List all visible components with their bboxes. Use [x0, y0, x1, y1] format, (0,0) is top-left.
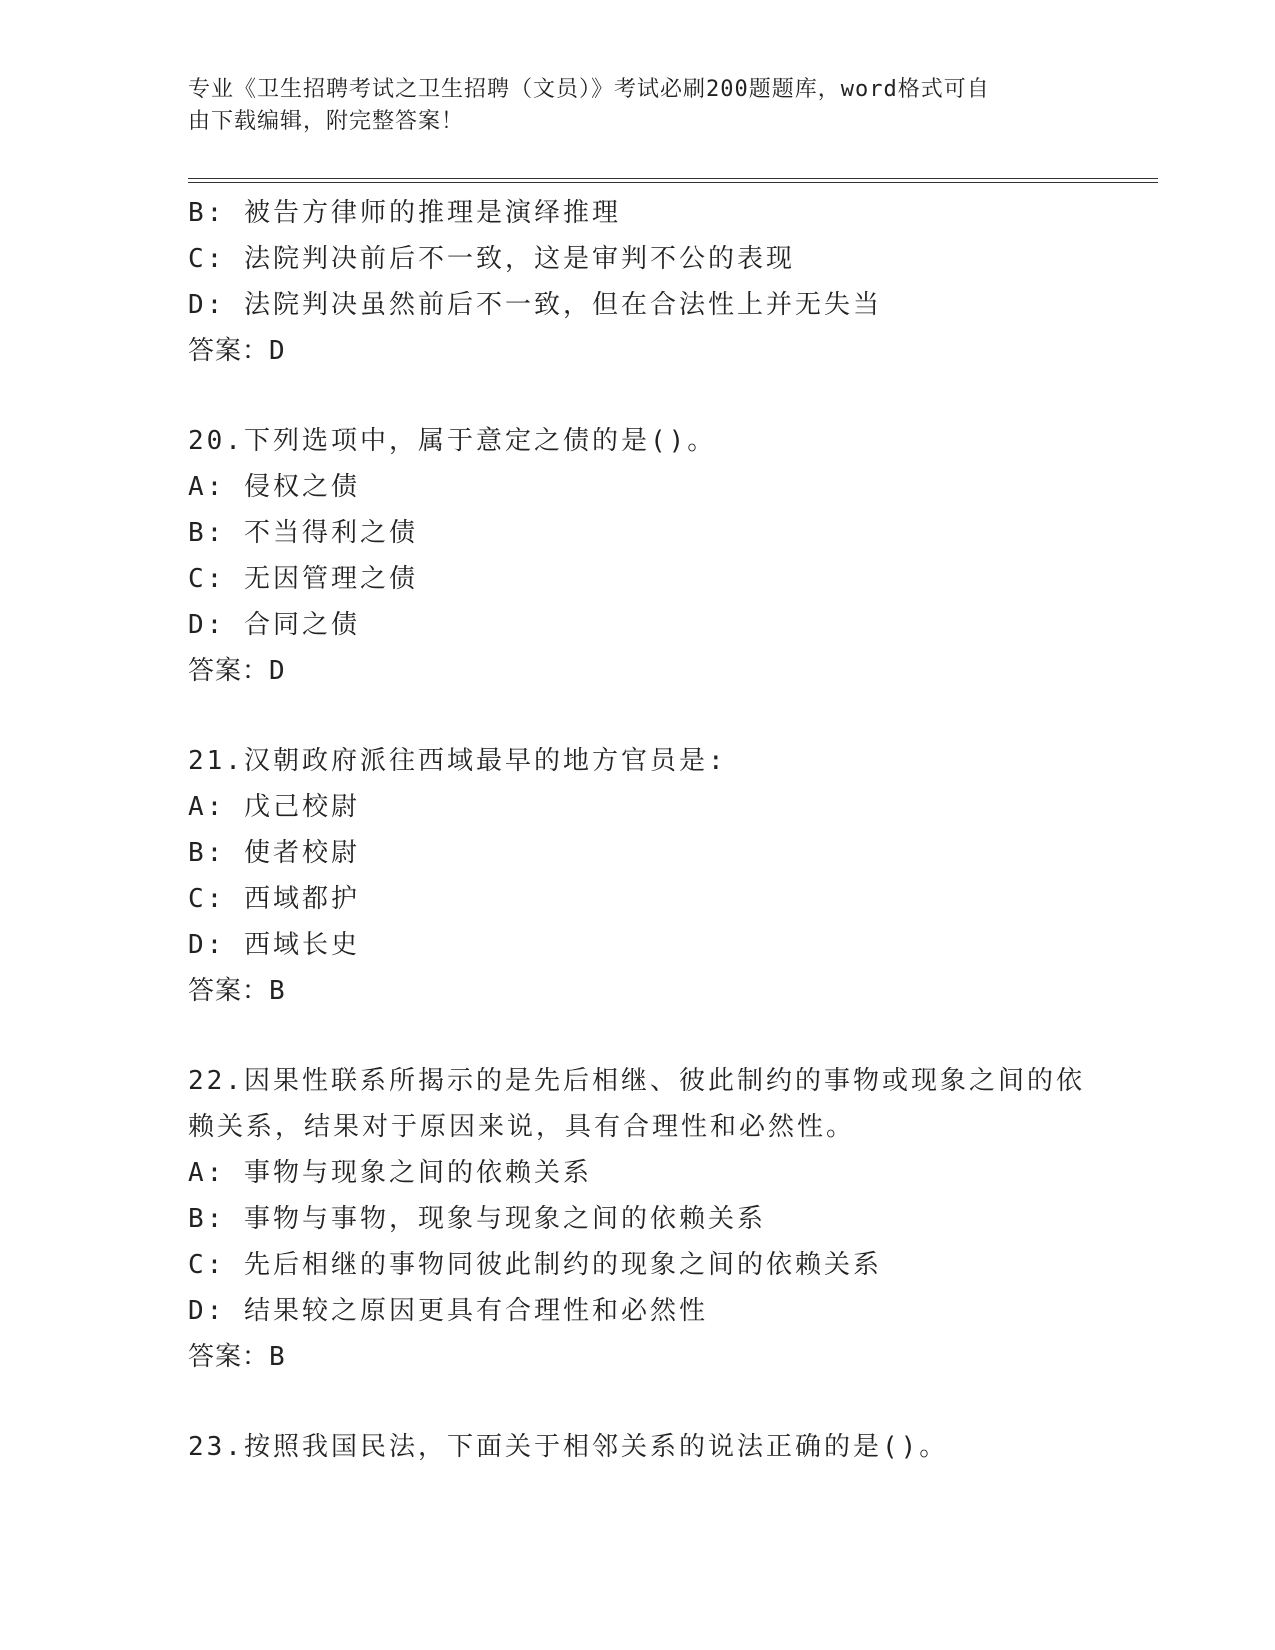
- option-d: D: 法院判决虽然前后不一致，但在合法性上并无失当: [188, 290, 882, 320]
- spacer: [188, 694, 1188, 738]
- option-d: D: 西域长史: [188, 930, 360, 960]
- question-stem: 20.下列选项中，属于意定之债的是()。: [188, 426, 717, 456]
- question-21: [188, 738, 1188, 1014]
- question-stem-continued: 赖关系，结果对于原因来说，具有合理性和必然性。: [188, 1112, 856, 1142]
- question-stem: 23.按照我国民法，下面关于相邻关系的说法正确的是()。: [188, 1432, 949, 1462]
- question-content: [188, 190, 1188, 1470]
- question-19-tail: [188, 190, 1188, 374]
- question-stem: 21.汉朝政府派往西域最早的地方官员是:: [188, 746, 727, 776]
- option-c: C: 先后相继的事物同彼此制约的现象之间的依赖关系: [188, 1250, 882, 1280]
- option-c: C: 法院判决前后不一致，这是审判不公的表现: [188, 244, 795, 274]
- spacer: [188, 1014, 1188, 1058]
- answer-line: 答案：B: [188, 1342, 286, 1372]
- option-b: B: 使者校尉: [188, 838, 360, 868]
- option-d: D: 合同之债: [188, 610, 360, 640]
- option-c: C: 无因管理之债: [188, 564, 418, 594]
- option-b: B: 不当得利之债: [188, 518, 418, 548]
- document-header: [188, 74, 1088, 138]
- option-a: A: 事物与现象之间的依赖关系: [188, 1158, 592, 1188]
- header-line-2: 由下载编辑，附完整答案！: [188, 109, 465, 134]
- option-a: A: 侵权之债: [188, 472, 360, 502]
- header-line-1: 专业《卫生招聘考试之卫生招聘（文员）》考试必刷200题题库，word格式可自: [188, 77, 990, 102]
- question-stem: 22.因果性联系所揭示的是先后相继、彼此制约的事物或现象之间的依: [188, 1066, 1085, 1096]
- question-23: [188, 1424, 1188, 1470]
- option-b: B: 事物与事物，现象与现象之间的依赖关系: [188, 1204, 766, 1234]
- question-20: [188, 418, 1188, 694]
- spacer: [188, 374, 1188, 418]
- answer-line: 答案：D: [188, 336, 286, 366]
- option-a: A: 戊己校尉: [188, 792, 360, 822]
- answer-line: 答案：B: [188, 976, 286, 1006]
- spacer: [188, 1380, 1188, 1424]
- option-d: D: 结果较之原因更具有合理性和必然性: [188, 1296, 708, 1326]
- header-divider: [188, 178, 1158, 183]
- answer-line: 答案：D: [188, 656, 286, 686]
- question-22: [188, 1058, 1188, 1380]
- option-c: C: 西域都护: [188, 884, 360, 914]
- option-b: B: 被告方律师的推理是演绎推理: [188, 198, 621, 228]
